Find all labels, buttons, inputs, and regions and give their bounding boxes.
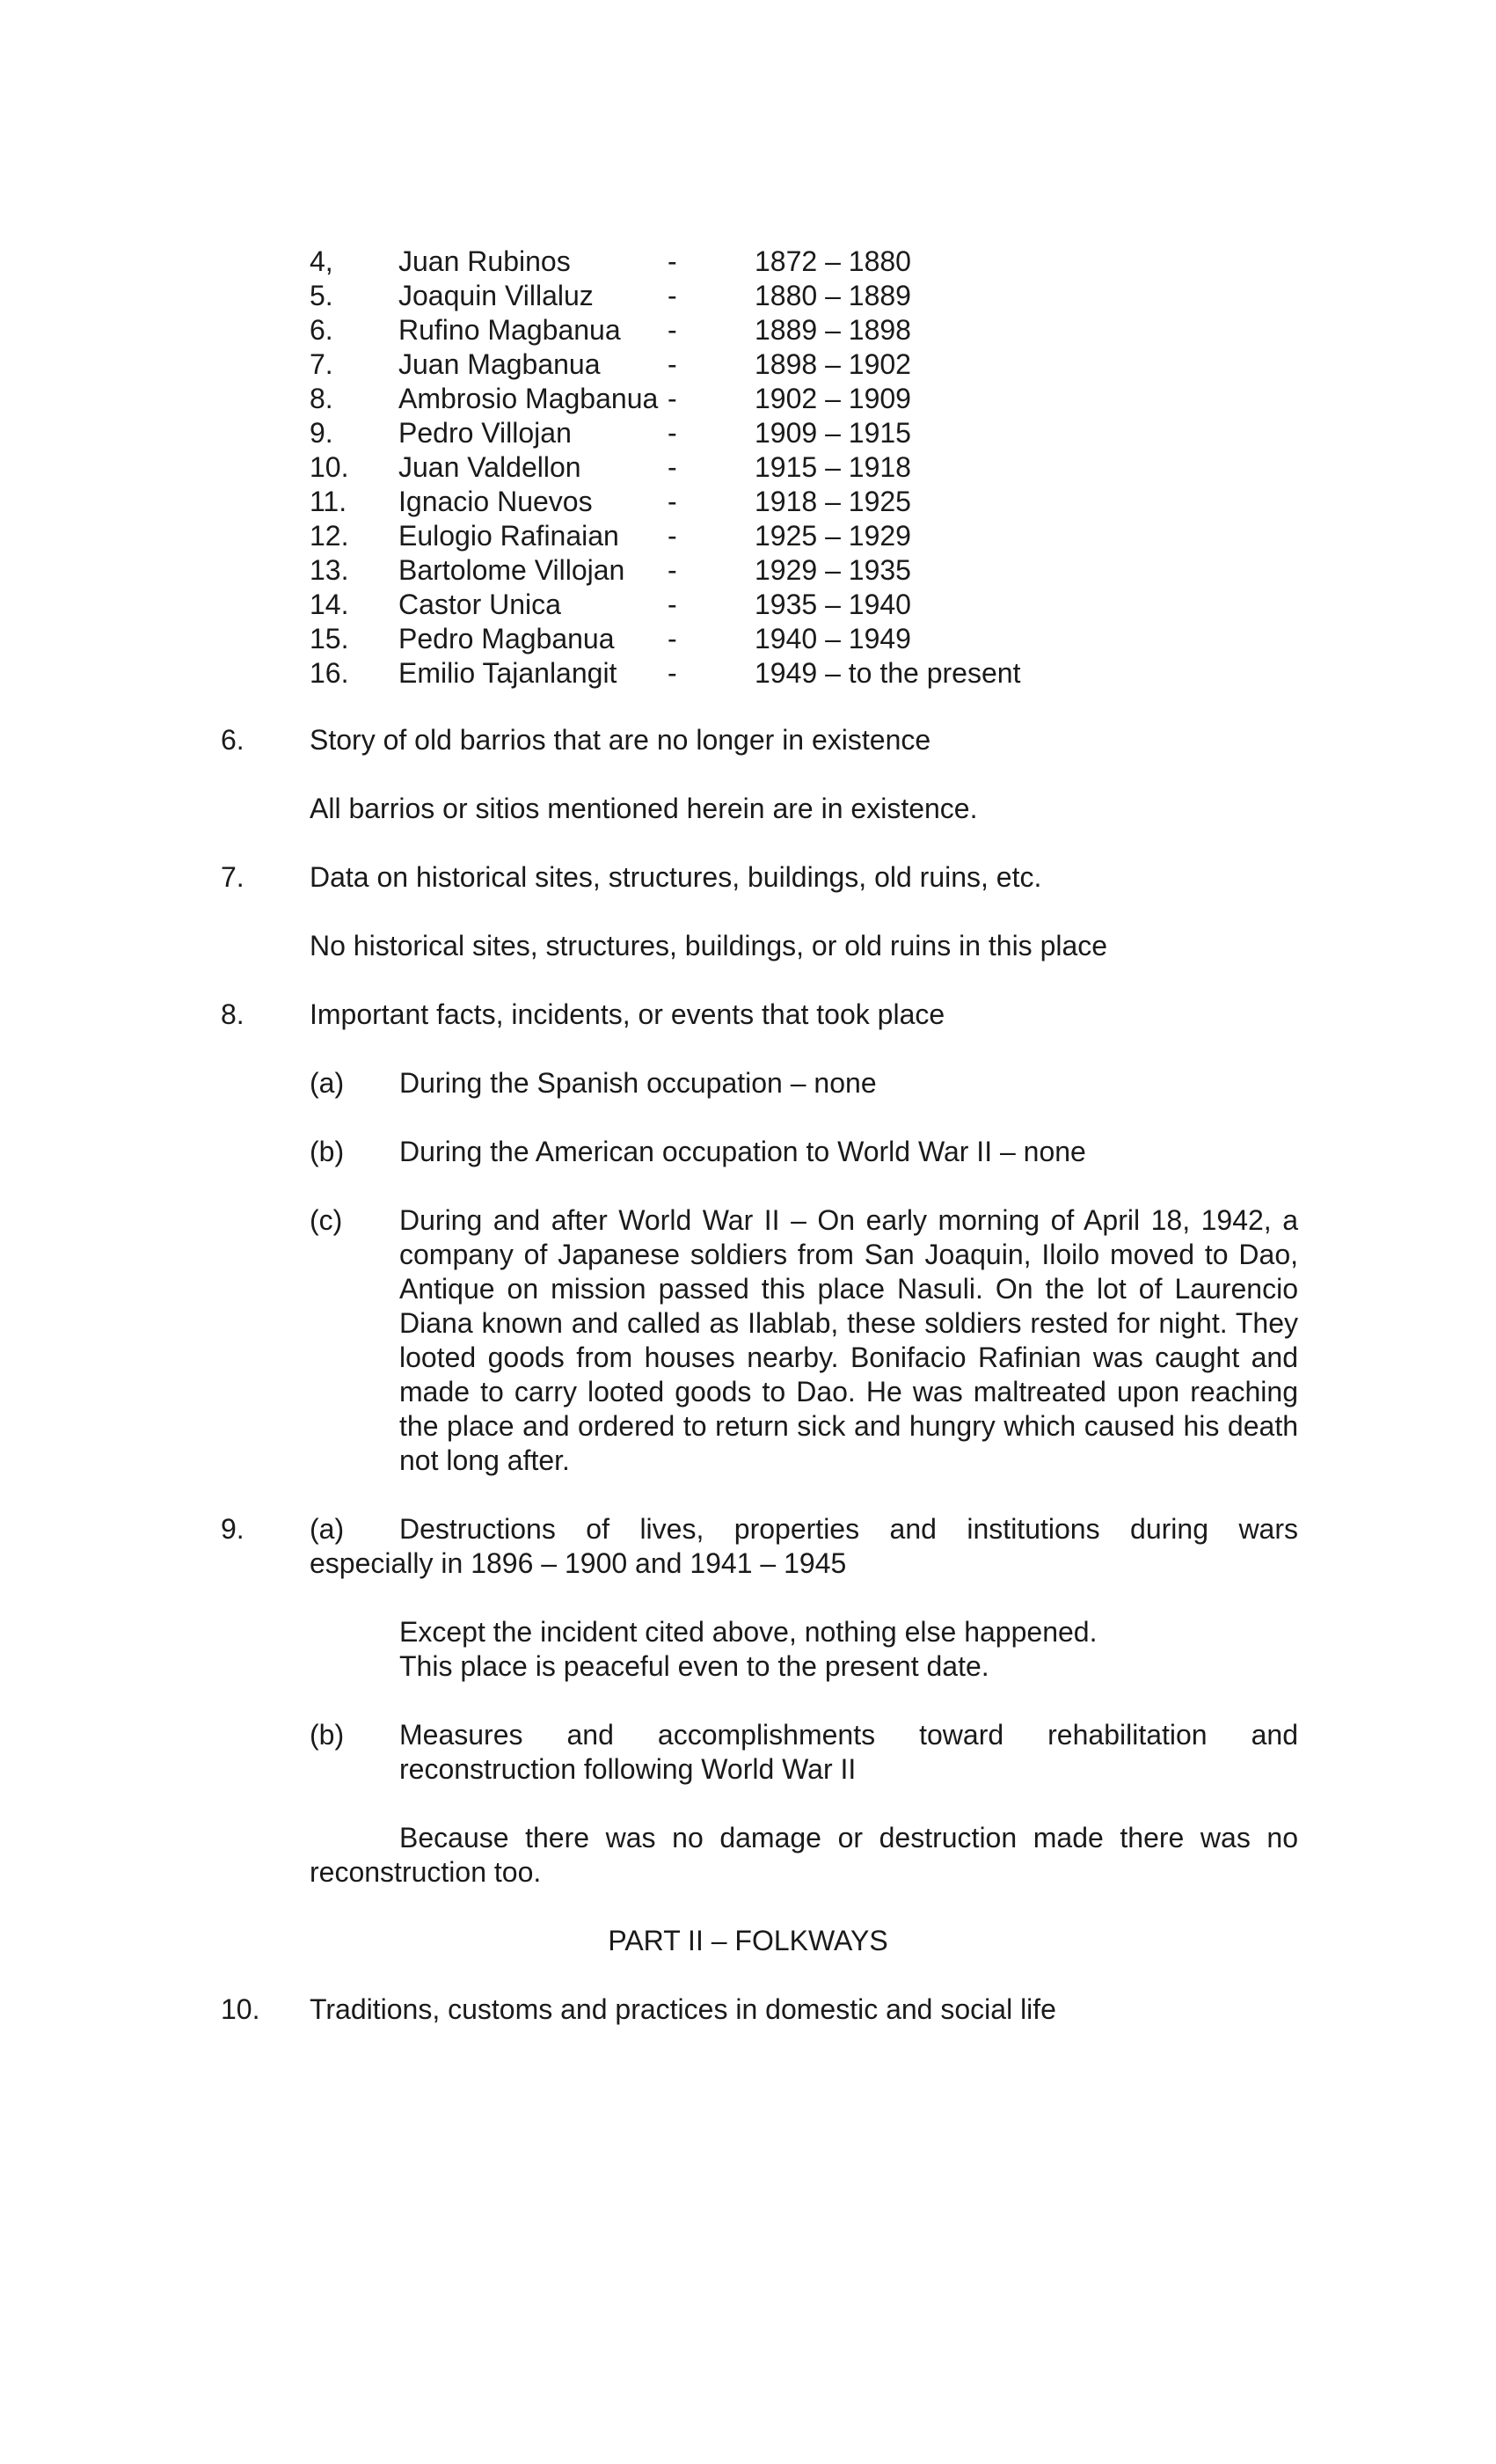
- official-dash: -: [668, 451, 677, 483]
- section-8b-letter: (b): [310, 1136, 345, 1167]
- official-dash: -: [668, 554, 677, 586]
- section-8a-letter: (a): [310, 1067, 345, 1099]
- official-number: 6.: [310, 314, 333, 346]
- official-name: Rufino Magbanua: [398, 314, 621, 346]
- official-years: 1902 – 1909: [755, 383, 911, 414]
- official-number: 14.: [310, 589, 349, 620]
- official-number: 15.: [310, 623, 349, 654]
- official-name: Ambrosio Magbanua: [398, 383, 659, 414]
- official-dash: -: [668, 383, 677, 414]
- official-dash: -: [668, 314, 677, 346]
- official-years: 1880 – 1889: [755, 280, 911, 311]
- official-name: Joaquin Villaluz: [398, 280, 594, 311]
- official-dash: -: [668, 280, 677, 311]
- official-dash: -: [668, 348, 677, 380]
- official-name: Emilio Tajanlangit: [398, 657, 617, 689]
- official-years: 1889 – 1898: [755, 314, 911, 346]
- official-row: [310, 416, 1101, 450]
- section-7-title: Data on historical sites, structures, buildings, old ruins, etc.: [310, 861, 1042, 893]
- official-row: [310, 245, 1101, 279]
- official-years: 1949 – to the present: [755, 657, 1021, 689]
- section-8-number: 8.: [221, 998, 244, 1030]
- official-dash: -: [668, 245, 677, 277]
- official-row: [310, 622, 1101, 656]
- official-row: [310, 382, 1101, 416]
- official-years: 1918 – 1925: [755, 486, 911, 517]
- officials-list: [310, 245, 1101, 691]
- section-10-number: 10.: [221, 1993, 260, 2025]
- official-number: 8.: [310, 383, 333, 414]
- official-name: Castor Unica: [398, 589, 561, 620]
- official-number: 7.: [310, 348, 333, 380]
- official-years: 1929 – 1935: [755, 554, 911, 586]
- official-years: 1935 – 1940: [755, 589, 911, 620]
- official-dash: -: [668, 589, 677, 620]
- section-8c-letter: (c): [310, 1204, 343, 1236]
- official-name: Bartolome Villojan: [398, 554, 625, 586]
- official-name: Eulogio Rafinaian: [398, 520, 619, 552]
- official-years: 1925 – 1929: [755, 520, 911, 552]
- official-name: Pedro Villojan: [398, 417, 572, 449]
- official-number: 13.: [310, 554, 349, 586]
- section-9b-answer: Because there was no damage or destruction made there was no reconstruction too.: [310, 1822, 1298, 1888]
- official-row: [310, 656, 1101, 691]
- section-6-title: Story of old barrios that are no longer in existence: [310, 724, 931, 756]
- official-number: 10.: [310, 451, 349, 483]
- official-row: [310, 588, 1101, 622]
- section-9a-text-cont: especially in 1896 – 1900 and 1941 – 1945: [310, 1547, 847, 1579]
- official-name: Pedro Magbanua: [398, 623, 615, 654]
- section-10-title: Traditions, customs and practices in domestic and social life: [310, 1993, 1056, 2025]
- section-8a-text: During the Spanish occupation – none: [399, 1067, 877, 1099]
- section-9a-answer-line1: Except the incident cited above, nothing else happened.: [399, 1616, 1098, 1648]
- official-row: [310, 279, 1101, 313]
- official-row: [310, 450, 1101, 485]
- section-8b-text: During the American occupation to World War II – none: [399, 1136, 1086, 1167]
- official-number: 5.: [310, 280, 333, 311]
- official-dash: -: [668, 520, 677, 552]
- official-years: 1940 – 1949: [755, 623, 911, 654]
- official-name: Juan Magbanua: [398, 348, 601, 380]
- section-9a-answer-line2: This place is peaceful even to the present date.: [399, 1650, 989, 1682]
- official-dash: -: [668, 417, 677, 449]
- official-dash: -: [668, 486, 677, 517]
- section-8c-text: During and after World War II – On early morning of April 18, 1942, a company of Japanese soldiers from San Joaquin, Iloilo moved to Dao, Antique on mission passed this place Nasuli. On the lot of Laurencio Diana known and called as Ilablab, these soldiers rested for night. They looted goods from houses nearby. Bonifacio Rafinian was caught and made to carry looted goods to Dao. He was maltreated upon reaching the place and ordered to return sick and hungry which caused his death not long after.: [399, 1204, 1298, 1476]
- official-years: 1915 – 1918: [755, 451, 911, 483]
- official-number: 16.: [310, 657, 349, 689]
- section-7-number: 7.: [221, 861, 244, 893]
- section-9-number: 9.: [221, 1513, 244, 1545]
- part-2-heading: PART II – FOLKWAYS: [608, 1925, 888, 1956]
- section-8-title: Important facts, incidents, or events that took place: [310, 998, 945, 1030]
- official-name: Juan Valdellon: [398, 451, 581, 483]
- section-9b-letter: (b): [310, 1719, 345, 1751]
- official-row: [310, 519, 1101, 553]
- section-7-answer: No historical sites, structures, buildings, or old ruins in this place: [310, 930, 1108, 961]
- official-row: [310, 313, 1101, 347]
- official-row: [310, 347, 1101, 382]
- official-number: 12.: [310, 520, 349, 552]
- official-row: [310, 485, 1101, 519]
- official-name: Ignacio Nuevos: [398, 486, 593, 517]
- official-dash: -: [668, 623, 677, 654]
- official-years: 1909 – 1915: [755, 417, 911, 449]
- official-number: 9.: [310, 417, 333, 449]
- section-9a-letter: (a): [310, 1513, 345, 1545]
- official-row: [310, 553, 1101, 588]
- official-years: 1872 – 1880: [755, 245, 911, 277]
- section-6-number: 6.: [221, 724, 244, 756]
- official-number: 11.: [310, 486, 347, 517]
- official-number: 4,: [310, 245, 333, 277]
- official-years: 1898 – 1902: [755, 348, 911, 380]
- section-9a-text: Destructions of lives, properties and institutions during wars: [399, 1513, 1298, 1545]
- section-9b-text: Measures and accomplishments toward rehabilitation and reconstruction following World War II: [399, 1719, 1298, 1785]
- official-dash: -: [668, 657, 677, 689]
- official-name: Juan Rubinos: [398, 245, 571, 277]
- section-6-answer: All barrios or sitios mentioned herein are in existence.: [310, 793, 978, 824]
